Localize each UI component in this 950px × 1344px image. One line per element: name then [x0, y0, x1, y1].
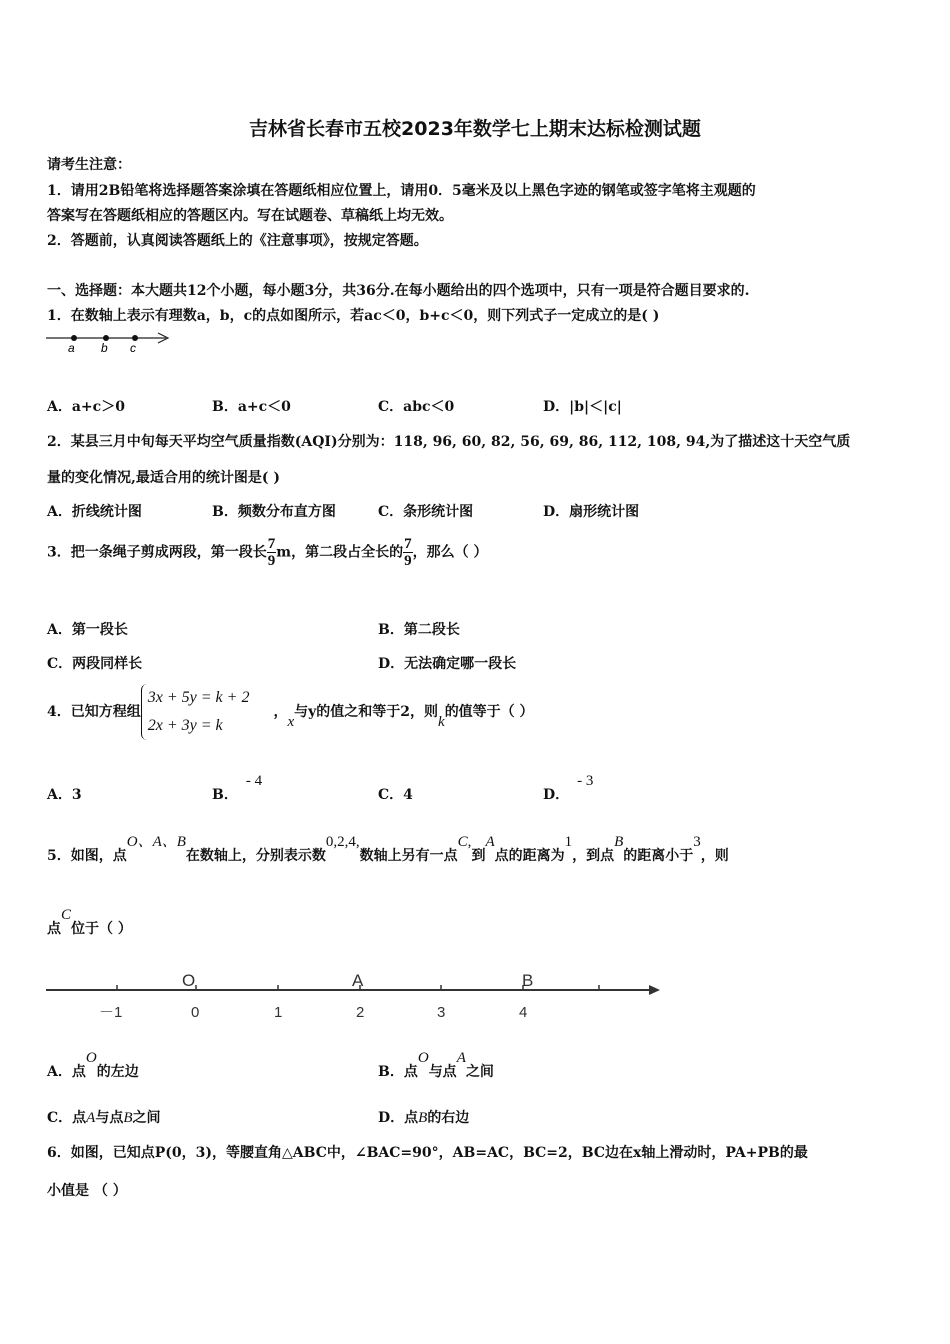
notice-line-2: 2．答题前，认真阅读答题纸上的《注意事项》，按规定答题。 [47, 233, 428, 249]
q2-stem-line2: 量的变化情况,最适合用的统计图是( ) [47, 470, 280, 486]
q4-option-b: B．- 4 [212, 773, 263, 803]
q5-tick-label: 4 [519, 1004, 528, 1021]
q4-option-d: D．- 3 [543, 773, 594, 803]
q1-option-b: B．a+c＜0 [212, 399, 291, 415]
q2-option-a: A．折线统计图 [47, 504, 142, 520]
q5-axis-label-b: B [522, 971, 534, 990]
q3-stem: 3．把一条绳子剪成两段，第一段长 $\frac{7}{9}$ m，第二段占全长的 $\frac{7}{9}$ ，那么（ ） [47, 536, 488, 569]
q3-fraction-1: $\frac{7}{9}$ [267, 536, 276, 569]
q3-fraction-2: $\frac{7}{9}$ [404, 536, 412, 569]
q3-option-d: D．无法确定哪一段长 [378, 656, 517, 672]
q2-stem-line1: 2．某县三月中旬每天平均空气质量指数(AQI)分别为：118, 96, 60, 82, 56, 69, 86, 112, 108, 94,为了描述这十天空气质 [47, 434, 851, 450]
q2-option-d: D．扇形统计图 [543, 504, 640, 520]
q1-stem: 1．在数轴上表示有理数a，b，c的点如图所示，若ac＜0，b+c＜0，则下列式子一定成立的是( ) [47, 308, 660, 324]
page-title: 吉林省长春市五校2023年数学七上期末达标检测试题 [249, 118, 701, 140]
q6-stem-line1: 6．如图，已知点P(0，3)，等腰直角△ABC中，∠BAC=90°，AB=AC，BC=2，BC边在x轴上滑动时，PA+PB的最 [47, 1145, 808, 1161]
q3-option-c: C．两段同样长 [47, 656, 143, 672]
q5-tick-label: 1 [274, 1004, 283, 1021]
notice-heading: 请考生注意： [47, 157, 131, 173]
notice-line-1: 1．请用2B铅笔将选择题答案涂填在答题纸相应位置上，请用0．5毫米及以上黑色字迹的钢笔或签字笔将主观题的 [47, 183, 756, 199]
q3-option-a: A．第一段长 [47, 622, 128, 638]
q5-option-c: C．点A与点B之间 [47, 1110, 161, 1126]
q2-option-c: C．条形统计图 [378, 504, 474, 520]
q5-option-d: D．点B的右边 [378, 1110, 470, 1126]
q6-stem-line2: 小值是 （ ） [47, 1183, 127, 1199]
notice-line-1b: 答案写在答题纸相应的答题区内。写在试题卷、草稿纸上均无效。 [47, 208, 453, 224]
q3-option-b: B．第二段长 [378, 622, 460, 638]
q1-number-line [44, 328, 174, 358]
q1-option-c: C．abc＜0 [378, 399, 455, 415]
q1-label-a: a [68, 341, 75, 355]
q5-tick-label: 0 [191, 1004, 200, 1021]
q4-option-c: C．4 [378, 787, 413, 803]
q1-option-d: D．|b|＜|c| [543, 399, 622, 415]
q5-stem-line2: 点C位于（ ） [47, 907, 132, 937]
q1-label-b: b [101, 341, 108, 355]
q5-tick-label: 3 [437, 1004, 446, 1021]
q4-equation-system: 3x + 5y = k + 2 2x + 3y = k [141, 684, 250, 740]
q5-tick-label: 2 [356, 1004, 365, 1021]
q5-option-b: B．点O与点A之间 [378, 1050, 494, 1080]
section-heading: 一、选择题：本大题共12个小题，每小题3分，共36分.在每小题给出的四个选项中，只有一项是符合题目要求的. [47, 283, 750, 299]
q2-option-b: B．频数分布直方图 [212, 504, 336, 520]
q5-stem-line1: 5．如图，点O、A、B在数轴上，分别表示数0,2,4,数轴上另有一点C,到A点的距离为1，到点B的距离小于3，则 [47, 834, 729, 864]
q5-option-a: A．点O的左边 [47, 1050, 139, 1080]
q4-stem: 4．已知方程组 3x + 5y = k + 2 2x + 3y = k ，x与y的值之和等于2，则k的值等于（ ） [47, 684, 534, 740]
q5-axis-label-o: O [182, 971, 196, 990]
q5-tick-label: －1 [99, 1004, 123, 1021]
q5-axis-label-a: A [352, 971, 364, 990]
q1-label-c: c [130, 341, 136, 355]
q4-option-a: A．3 [47, 787, 82, 803]
q1-option-a: A．a+c＞0 [47, 399, 125, 415]
q5-number-line [44, 965, 666, 1025]
